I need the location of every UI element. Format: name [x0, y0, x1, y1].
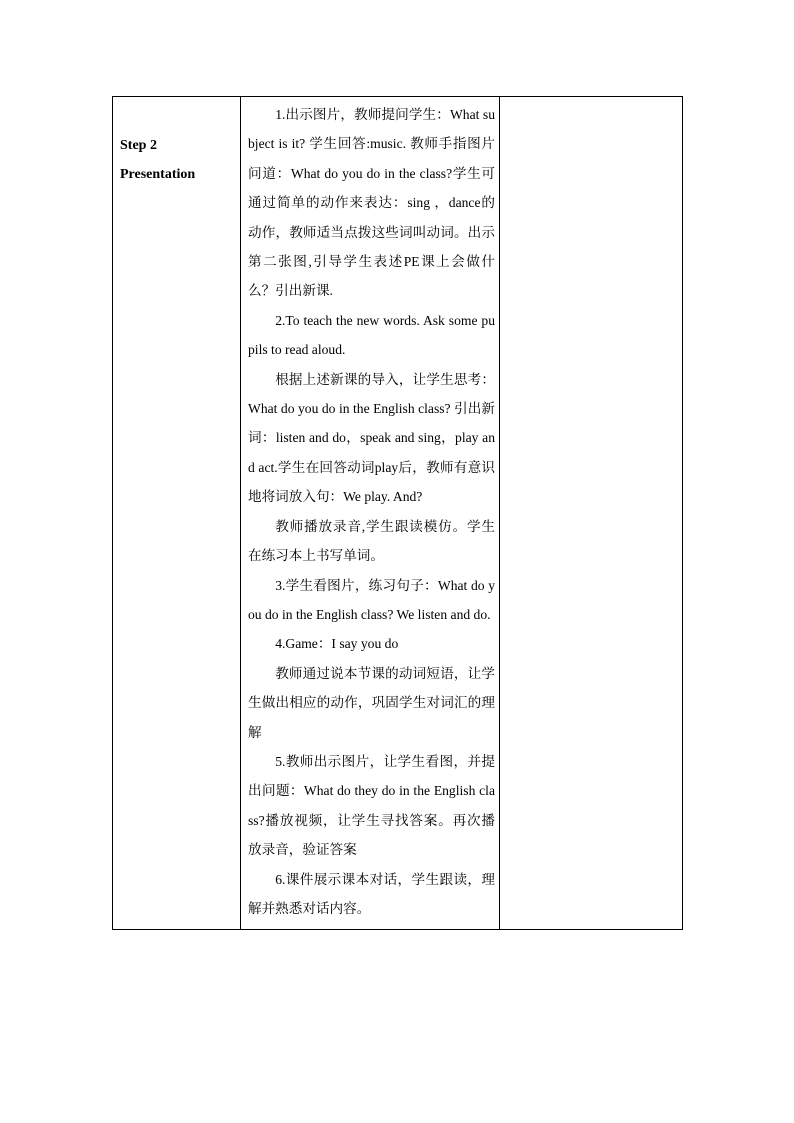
paragraph-4: 教师播放录音,学生跟读模仿。学生在练习本上书写单词。	[248, 518, 495, 564]
paragraph-8: 5.教师出示图片，让学生看图，并提出问题：What do they do in the English class?播放视频，让学生寻找答案。再次播放录音，验证答案	[248, 753, 495, 858]
notes-cell	[500, 97, 683, 930]
step-name: Presentation	[120, 167, 196, 183]
paragraph-5: 3.学生看图片，练习句子：What do you do in the English class? We listen and do.	[248, 577, 495, 622]
step-number: Step 2	[120, 138, 157, 153]
step-cell	[113, 97, 241, 930]
teaching-procedure	[241, 97, 499, 929]
paragraph-7: 教师通过说本节课的动词短语，让学生做出相应的动作，巩固学生对词汇的理解	[248, 665, 495, 740]
lesson-plan-table	[112, 96, 683, 930]
paragraph-3: 根据上述新课的导入，让学生思考：What do you do in the English class? 引出新词：listen and do，speak and sing，play and act.学生在回答动词play后，教师有意识地将词放入句：We play. And?	[248, 371, 495, 505]
paragraph-6: 4.Game：I say you do	[275, 636, 399, 652]
paragraph-9: 6.课件展示课本对话，学生跟读，理解并熟悉对话内容。	[248, 871, 495, 916]
paragraph-2: 2.To teach the new words. Ask some pupils to read aloud.	[248, 312, 495, 358]
content-cell	[241, 97, 500, 930]
table-row	[113, 97, 683, 930]
step-label	[113, 97, 240, 190]
paragraph-1: 1.出示图片，教师提问学生：What subject is it? 学生回答:music. 教师手指图片问道：What do you do in the class?学生可通过简单的动作来表达：sing ，dance的动作，教师适当点拨这些词叫动词。出示第二张图,引导学生表述PE课上会做什么？引出新课.	[248, 107, 495, 299]
